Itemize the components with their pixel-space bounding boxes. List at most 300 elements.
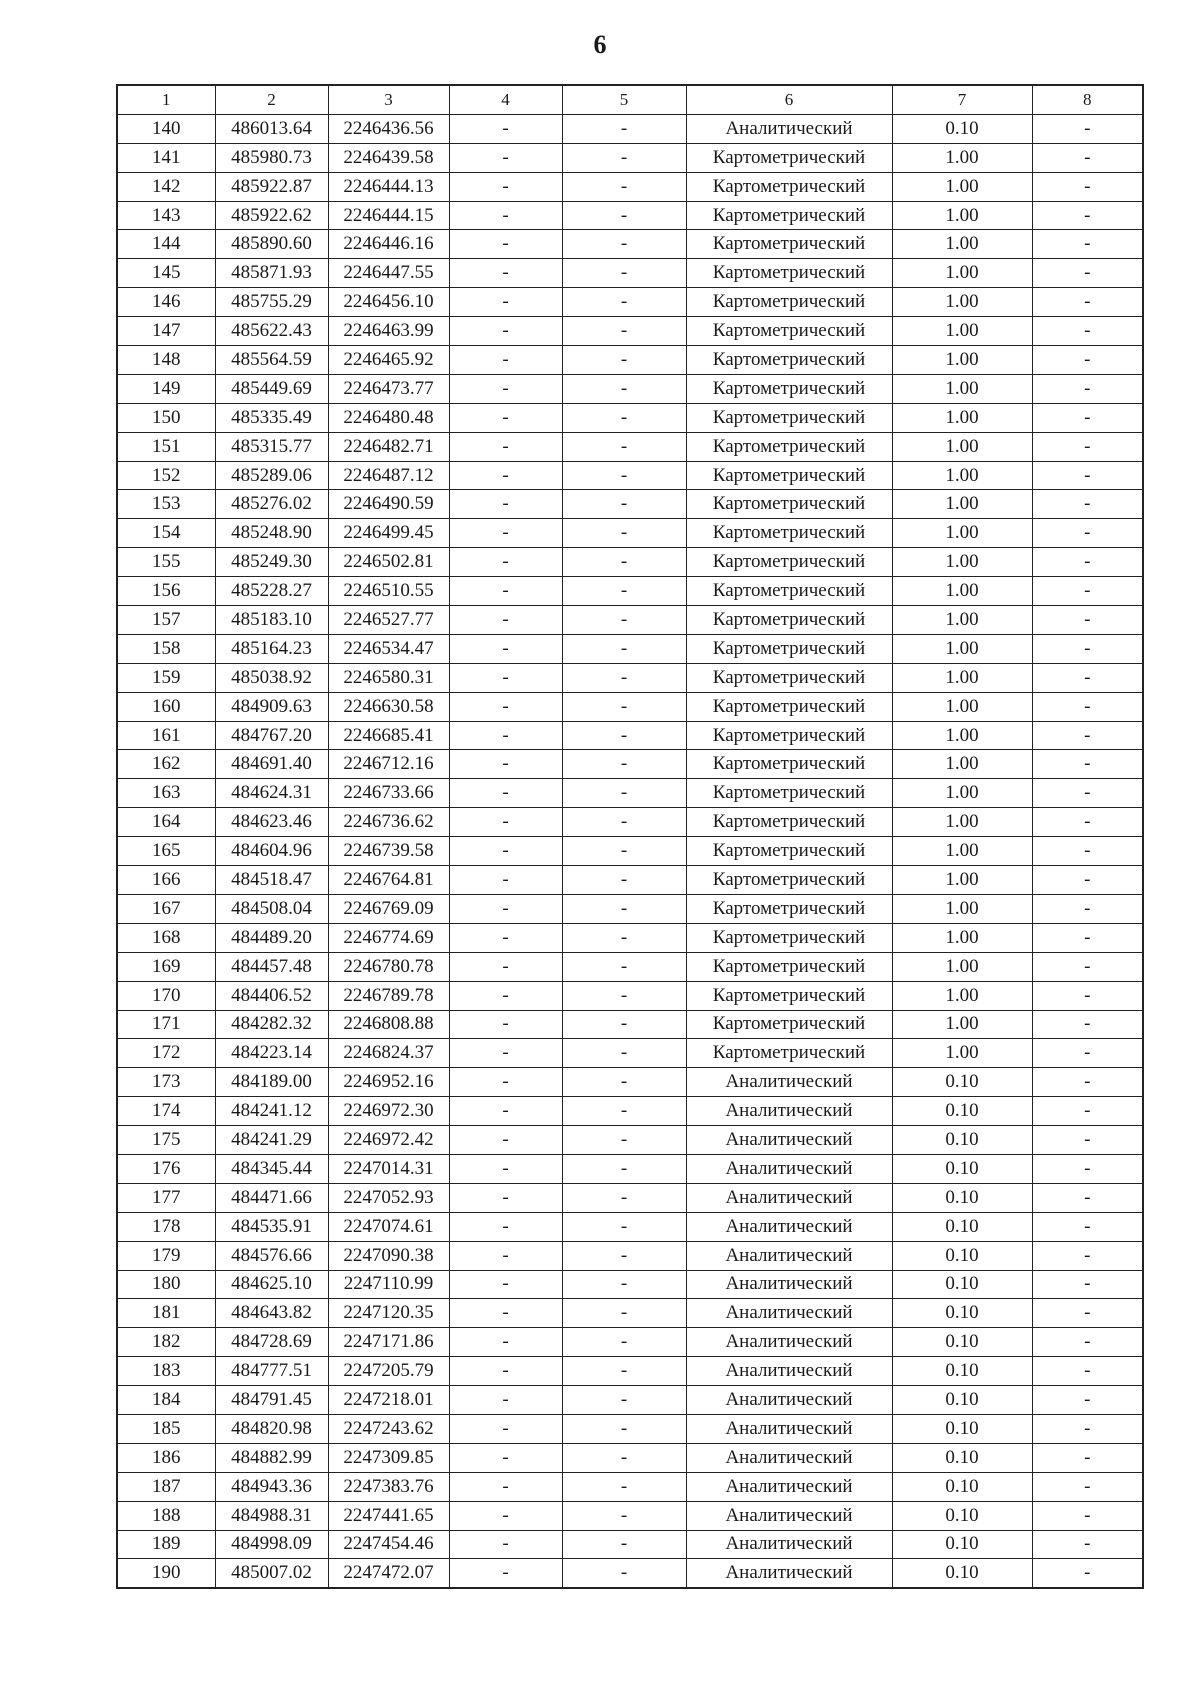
y-coordinate-cell: 2247441.65 xyxy=(328,1501,449,1530)
col5-cell: - xyxy=(562,981,686,1010)
col8-cell: - xyxy=(1032,1097,1143,1126)
col4-cell: - xyxy=(449,1154,562,1183)
table-row xyxy=(117,1501,1143,1530)
col5-cell: - xyxy=(562,1299,686,1328)
col5-cell: - xyxy=(562,346,686,375)
method-cell: Аналитический xyxy=(686,1299,892,1328)
table-row xyxy=(117,1126,1143,1155)
point-number-cell: 155 xyxy=(117,548,215,577)
col4-cell: - xyxy=(449,1501,562,1530)
accuracy-cell: 1.00 xyxy=(892,259,1032,288)
table-row xyxy=(117,1068,1143,1097)
method-cell: Картометрический xyxy=(686,606,892,635)
x-coordinate-cell: 484489.20 xyxy=(215,923,328,952)
x-coordinate-cell: 484691.40 xyxy=(215,750,328,779)
accuracy-cell: 1.00 xyxy=(892,172,1032,201)
y-coordinate-cell: 2246456.10 xyxy=(328,288,449,317)
point-number-cell: 175 xyxy=(117,1126,215,1155)
method-cell: Аналитический xyxy=(686,1386,892,1415)
y-coordinate-cell: 2247110.99 xyxy=(328,1270,449,1299)
col4-cell: - xyxy=(449,114,562,143)
y-coordinate-cell: 2247052.93 xyxy=(328,1183,449,1212)
col8-cell: - xyxy=(1032,374,1143,403)
col8-cell: - xyxy=(1032,403,1143,432)
col8-cell: - xyxy=(1032,894,1143,923)
y-coordinate-cell: 2247472.07 xyxy=(328,1559,449,1588)
table-row xyxy=(117,317,1143,346)
accuracy-cell: 0.10 xyxy=(892,1328,1032,1357)
accuracy-cell: 1.00 xyxy=(892,663,1032,692)
method-cell: Аналитический xyxy=(686,1241,892,1270)
point-number-cell: 174 xyxy=(117,1097,215,1126)
x-coordinate-cell: 485622.43 xyxy=(215,317,328,346)
table-row xyxy=(117,1039,1143,1068)
table-row xyxy=(117,288,1143,317)
col8-cell: - xyxy=(1032,1183,1143,1212)
col5-cell: - xyxy=(562,1212,686,1241)
method-cell: Картометрический xyxy=(686,750,892,779)
col4-cell: - xyxy=(449,663,562,692)
y-coordinate-cell: 2247454.46 xyxy=(328,1530,449,1559)
accuracy-cell: 1.00 xyxy=(892,837,1032,866)
table-row xyxy=(117,634,1143,663)
x-coordinate-cell: 485890.60 xyxy=(215,230,328,259)
point-number-cell: 161 xyxy=(117,721,215,750)
method-cell: Аналитический xyxy=(686,114,892,143)
accuracy-cell: 0.10 xyxy=(892,1472,1032,1501)
accuracy-cell: 1.00 xyxy=(892,894,1032,923)
point-number-cell: 187 xyxy=(117,1472,215,1501)
x-coordinate-cell: 485249.30 xyxy=(215,548,328,577)
method-cell: Картометрический xyxy=(686,1039,892,1068)
method-cell: Картометрический xyxy=(686,548,892,577)
col5-cell: - xyxy=(562,172,686,201)
col5-cell: - xyxy=(562,259,686,288)
point-number-cell: 154 xyxy=(117,519,215,548)
method-cell: Аналитический xyxy=(686,1126,892,1155)
point-number-cell: 172 xyxy=(117,1039,215,1068)
col4-cell: - xyxy=(449,259,562,288)
method-cell: Аналитический xyxy=(686,1183,892,1212)
accuracy-cell: 1.00 xyxy=(892,750,1032,779)
point-number-cell: 142 xyxy=(117,172,215,201)
table-row xyxy=(117,837,1143,866)
point-number-cell: 157 xyxy=(117,606,215,635)
method-cell: Аналитический xyxy=(686,1530,892,1559)
col4-cell: - xyxy=(449,750,562,779)
col8-cell: - xyxy=(1032,663,1143,692)
col5-cell: - xyxy=(562,519,686,548)
col5-cell: - xyxy=(562,201,686,230)
point-number-cell: 147 xyxy=(117,317,215,346)
col5-cell: - xyxy=(562,1386,686,1415)
column-header: 8 xyxy=(1032,85,1143,114)
x-coordinate-cell: 484777.51 xyxy=(215,1357,328,1386)
col8-cell: - xyxy=(1032,952,1143,981)
accuracy-cell: 1.00 xyxy=(892,808,1032,837)
point-number-cell: 144 xyxy=(117,230,215,259)
page-number: 6 xyxy=(593,30,607,59)
accuracy-cell: 1.00 xyxy=(892,1039,1032,1068)
point-number-cell: 179 xyxy=(117,1241,215,1270)
accuracy-cell: 1.00 xyxy=(892,346,1032,375)
x-coordinate-cell: 484223.14 xyxy=(215,1039,328,1068)
col4-cell: - xyxy=(449,1386,562,1415)
point-number-cell: 149 xyxy=(117,374,215,403)
col5-cell: - xyxy=(562,1068,686,1097)
point-number-cell: 170 xyxy=(117,981,215,1010)
y-coordinate-cell: 2246444.13 xyxy=(328,172,449,201)
point-number-cell: 146 xyxy=(117,288,215,317)
table-row xyxy=(117,1097,1143,1126)
table-row xyxy=(117,201,1143,230)
point-number-cell: 164 xyxy=(117,808,215,837)
table-row xyxy=(117,432,1143,461)
accuracy-cell: 1.00 xyxy=(892,201,1032,230)
method-cell: Картометрический xyxy=(686,346,892,375)
col8-cell: - xyxy=(1032,721,1143,750)
method-cell: Аналитический xyxy=(686,1097,892,1126)
col8-cell: - xyxy=(1032,866,1143,895)
col8-cell: - xyxy=(1032,577,1143,606)
col8-cell: - xyxy=(1032,143,1143,172)
y-coordinate-cell: 2246972.30 xyxy=(328,1097,449,1126)
y-coordinate-cell: 2246780.78 xyxy=(328,952,449,981)
accuracy-cell: 1.00 xyxy=(892,1010,1032,1039)
method-cell: Картометрический xyxy=(686,519,892,548)
col8-cell: - xyxy=(1032,519,1143,548)
table-row xyxy=(117,952,1143,981)
col4-cell: - xyxy=(449,346,562,375)
x-coordinate-cell: 484624.31 xyxy=(215,779,328,808)
point-number-cell: 176 xyxy=(117,1154,215,1183)
accuracy-cell: 0.10 xyxy=(892,1501,1032,1530)
point-number-cell: 148 xyxy=(117,346,215,375)
y-coordinate-cell: 2246482.71 xyxy=(328,432,449,461)
col8-cell: - xyxy=(1032,1068,1143,1097)
col4-cell: - xyxy=(449,1270,562,1299)
point-number-cell: 152 xyxy=(117,461,215,490)
x-coordinate-cell: 485276.02 xyxy=(215,490,328,519)
method-cell: Аналитический xyxy=(686,1414,892,1443)
col8-cell: - xyxy=(1032,1530,1143,1559)
point-number-cell: 186 xyxy=(117,1443,215,1472)
point-number-cell: 151 xyxy=(117,432,215,461)
x-coordinate-cell: 485449.69 xyxy=(215,374,328,403)
method-cell: Аналитический xyxy=(686,1154,892,1183)
point-number-cell: 189 xyxy=(117,1530,215,1559)
table-row xyxy=(117,1357,1143,1386)
column-header: 2 xyxy=(215,85,328,114)
col5-cell: - xyxy=(562,952,686,981)
point-number-cell: 184 xyxy=(117,1386,215,1415)
col4-cell: - xyxy=(449,1010,562,1039)
y-coordinate-cell: 2246465.92 xyxy=(328,346,449,375)
point-number-cell: 169 xyxy=(117,952,215,981)
table-row xyxy=(117,230,1143,259)
y-coordinate-cell: 2247243.62 xyxy=(328,1414,449,1443)
col5-cell: - xyxy=(562,1241,686,1270)
accuracy-cell: 1.00 xyxy=(892,374,1032,403)
x-coordinate-cell: 484909.63 xyxy=(215,692,328,721)
method-cell: Картометрический xyxy=(686,923,892,952)
col4-cell: - xyxy=(449,461,562,490)
col5-cell: - xyxy=(562,1530,686,1559)
point-number-cell: 165 xyxy=(117,837,215,866)
col4-cell: - xyxy=(449,1097,562,1126)
table-row xyxy=(117,143,1143,172)
method-cell: Картометрический xyxy=(686,837,892,866)
col4-cell: - xyxy=(449,577,562,606)
x-coordinate-cell: 484604.96 xyxy=(215,837,328,866)
col8-cell: - xyxy=(1032,346,1143,375)
x-coordinate-cell: 484728.69 xyxy=(215,1328,328,1357)
x-coordinate-cell: 485228.27 xyxy=(215,577,328,606)
method-cell: Аналитический xyxy=(686,1559,892,1588)
table-row xyxy=(117,461,1143,490)
y-coordinate-cell: 2246487.12 xyxy=(328,461,449,490)
accuracy-cell: 0.10 xyxy=(892,1270,1032,1299)
table-row xyxy=(117,519,1143,548)
accuracy-cell: 1.00 xyxy=(892,519,1032,548)
accuracy-cell: 0.10 xyxy=(892,1126,1032,1155)
point-number-cell: 171 xyxy=(117,1010,215,1039)
method-cell: Картометрический xyxy=(686,721,892,750)
method-cell: Картометрический xyxy=(686,172,892,201)
col5-cell: - xyxy=(562,1010,686,1039)
table-row xyxy=(117,172,1143,201)
y-coordinate-cell: 2246769.09 xyxy=(328,894,449,923)
col4-cell: - xyxy=(449,1299,562,1328)
table-row xyxy=(117,1530,1143,1559)
col8-cell: - xyxy=(1032,692,1143,721)
x-coordinate-cell: 485564.59 xyxy=(215,346,328,375)
table-row xyxy=(117,1328,1143,1357)
col4-cell: - xyxy=(449,1472,562,1501)
accuracy-cell: 1.00 xyxy=(892,923,1032,952)
accuracy-cell: 0.10 xyxy=(892,1530,1032,1559)
y-coordinate-cell: 2246444.15 xyxy=(328,201,449,230)
col5-cell: - xyxy=(562,606,686,635)
accuracy-cell: 0.10 xyxy=(892,1097,1032,1126)
col8-cell: - xyxy=(1032,1126,1143,1155)
table-row xyxy=(117,259,1143,288)
col4-cell: - xyxy=(449,1443,562,1472)
y-coordinate-cell: 2246808.88 xyxy=(328,1010,449,1039)
y-coordinate-cell: 2247171.86 xyxy=(328,1328,449,1357)
col5-cell: - xyxy=(562,721,686,750)
x-coordinate-cell: 485922.87 xyxy=(215,172,328,201)
x-coordinate-cell: 485335.49 xyxy=(215,403,328,432)
col4-cell: - xyxy=(449,230,562,259)
method-cell: Аналитический xyxy=(686,1068,892,1097)
col5-cell: - xyxy=(562,1039,686,1068)
y-coordinate-cell: 2246736.62 xyxy=(328,808,449,837)
y-coordinate-cell: 2246739.58 xyxy=(328,837,449,866)
point-number-cell: 180 xyxy=(117,1270,215,1299)
y-coordinate-cell: 2246774.69 xyxy=(328,923,449,952)
table-row xyxy=(117,1443,1143,1472)
table-row xyxy=(117,403,1143,432)
col4-cell: - xyxy=(449,172,562,201)
accuracy-cell: 1.00 xyxy=(892,981,1032,1010)
col8-cell: - xyxy=(1032,461,1143,490)
point-number-cell: 160 xyxy=(117,692,215,721)
col5-cell: - xyxy=(562,143,686,172)
y-coordinate-cell: 2246502.81 xyxy=(328,548,449,577)
x-coordinate-cell: 484882.99 xyxy=(215,1443,328,1472)
x-coordinate-cell: 485922.62 xyxy=(215,201,328,230)
x-coordinate-cell: 485183.10 xyxy=(215,606,328,635)
y-coordinate-cell: 2246534.47 xyxy=(328,634,449,663)
table-row xyxy=(117,548,1143,577)
point-number-cell: 163 xyxy=(117,779,215,808)
accuracy-cell: 1.00 xyxy=(892,634,1032,663)
x-coordinate-cell: 484282.32 xyxy=(215,1010,328,1039)
accuracy-cell: 1.00 xyxy=(892,866,1032,895)
col5-cell: - xyxy=(562,288,686,317)
col4-cell: - xyxy=(449,1126,562,1155)
col4-cell: - xyxy=(449,981,562,1010)
method-cell: Картометрический xyxy=(686,577,892,606)
table-row xyxy=(117,490,1143,519)
x-coordinate-cell: 485315.77 xyxy=(215,432,328,461)
col5-cell: - xyxy=(562,1501,686,1530)
table-row xyxy=(117,1270,1143,1299)
col8-cell: - xyxy=(1032,1270,1143,1299)
accuracy-cell: 1.00 xyxy=(892,143,1032,172)
col4-cell: - xyxy=(449,837,562,866)
y-coordinate-cell: 2246499.45 xyxy=(328,519,449,548)
col5-cell: - xyxy=(562,808,686,837)
x-coordinate-cell: 484508.04 xyxy=(215,894,328,923)
method-cell: Картометрический xyxy=(686,230,892,259)
col4-cell: - xyxy=(449,1328,562,1357)
column-header: 4 xyxy=(449,85,562,114)
y-coordinate-cell: 2246510.55 xyxy=(328,577,449,606)
col4-cell: - xyxy=(449,548,562,577)
col4-cell: - xyxy=(449,288,562,317)
col5-cell: - xyxy=(562,779,686,808)
table-row xyxy=(117,894,1143,923)
y-coordinate-cell: 2246685.41 xyxy=(328,721,449,750)
col8-cell: - xyxy=(1032,172,1143,201)
point-number-cell: 182 xyxy=(117,1328,215,1357)
col8-cell: - xyxy=(1032,1357,1143,1386)
col4-cell: - xyxy=(449,1414,562,1443)
x-coordinate-cell: 485871.93 xyxy=(215,259,328,288)
col5-cell: - xyxy=(562,548,686,577)
col4-cell: - xyxy=(449,1530,562,1559)
x-coordinate-cell: 484241.29 xyxy=(215,1126,328,1155)
y-coordinate-cell: 2246764.81 xyxy=(328,866,449,895)
x-coordinate-cell: 486013.64 xyxy=(215,114,328,143)
point-number-cell: 150 xyxy=(117,403,215,432)
table-body xyxy=(117,114,1143,1588)
x-coordinate-cell: 484345.44 xyxy=(215,1154,328,1183)
y-coordinate-cell: 2246436.56 xyxy=(328,114,449,143)
col4-cell: - xyxy=(449,1039,562,1068)
col8-cell: - xyxy=(1032,114,1143,143)
y-coordinate-cell: 2246527.77 xyxy=(328,606,449,635)
column-header: 1 xyxy=(117,85,215,114)
col5-cell: - xyxy=(562,461,686,490)
col5-cell: - xyxy=(562,230,686,259)
point-number-cell: 168 xyxy=(117,923,215,952)
y-coordinate-cell: 2246580.31 xyxy=(328,663,449,692)
col4-cell: - xyxy=(449,1068,562,1097)
method-cell: Картометрический xyxy=(686,432,892,461)
table-row xyxy=(117,721,1143,750)
col8-cell: - xyxy=(1032,750,1143,779)
point-number-cell: 173 xyxy=(117,1068,215,1097)
table-row xyxy=(117,1154,1143,1183)
col5-cell: - xyxy=(562,1126,686,1155)
y-coordinate-cell: 2247120.35 xyxy=(328,1299,449,1328)
accuracy-cell: 0.10 xyxy=(892,1386,1032,1415)
column-header: 6 xyxy=(686,85,892,114)
col8-cell: - xyxy=(1032,548,1143,577)
x-coordinate-cell: 484623.46 xyxy=(215,808,328,837)
col8-cell: - xyxy=(1032,1299,1143,1328)
col4-cell: - xyxy=(449,1559,562,1588)
table-row xyxy=(117,577,1143,606)
accuracy-cell: 1.00 xyxy=(892,317,1032,346)
col5-cell: - xyxy=(562,837,686,866)
col8-cell: - xyxy=(1032,1010,1143,1039)
method-cell: Картометрический xyxy=(686,894,892,923)
point-number-cell: 181 xyxy=(117,1299,215,1328)
accuracy-cell: 0.10 xyxy=(892,1299,1032,1328)
x-coordinate-cell: 484643.82 xyxy=(215,1299,328,1328)
coordinates-table xyxy=(116,84,1144,1589)
method-cell: Аналитический xyxy=(686,1270,892,1299)
table-row xyxy=(117,114,1143,143)
col5-cell: - xyxy=(562,923,686,952)
col5-cell: - xyxy=(562,866,686,895)
point-number-cell: 178 xyxy=(117,1212,215,1241)
point-number-cell: 188 xyxy=(117,1501,215,1530)
column-header: 3 xyxy=(328,85,449,114)
col8-cell: - xyxy=(1032,490,1143,519)
accuracy-cell: 1.00 xyxy=(892,461,1032,490)
col8-cell: - xyxy=(1032,230,1143,259)
col5-cell: - xyxy=(562,1097,686,1126)
x-coordinate-cell: 485007.02 xyxy=(215,1559,328,1588)
point-number-cell: 177 xyxy=(117,1183,215,1212)
point-number-cell: 153 xyxy=(117,490,215,519)
point-number-cell: 183 xyxy=(117,1357,215,1386)
x-coordinate-cell: 484767.20 xyxy=(215,721,328,750)
method-cell: Картометрический xyxy=(686,808,892,837)
point-number-cell: 166 xyxy=(117,866,215,895)
point-number-cell: 158 xyxy=(117,634,215,663)
col5-cell: - xyxy=(562,750,686,779)
accuracy-cell: 1.00 xyxy=(892,403,1032,432)
x-coordinate-cell: 484535.91 xyxy=(215,1212,328,1241)
col8-cell: - xyxy=(1032,1241,1143,1270)
col4-cell: - xyxy=(449,866,562,895)
table-row xyxy=(117,346,1143,375)
col8-cell: - xyxy=(1032,1328,1143,1357)
col4-cell: - xyxy=(449,808,562,837)
col4-cell: - xyxy=(449,519,562,548)
accuracy-cell: 1.00 xyxy=(892,577,1032,606)
accuracy-cell: 1.00 xyxy=(892,432,1032,461)
table-row xyxy=(117,808,1143,837)
table-row xyxy=(117,779,1143,808)
method-cell: Картометрический xyxy=(686,317,892,346)
